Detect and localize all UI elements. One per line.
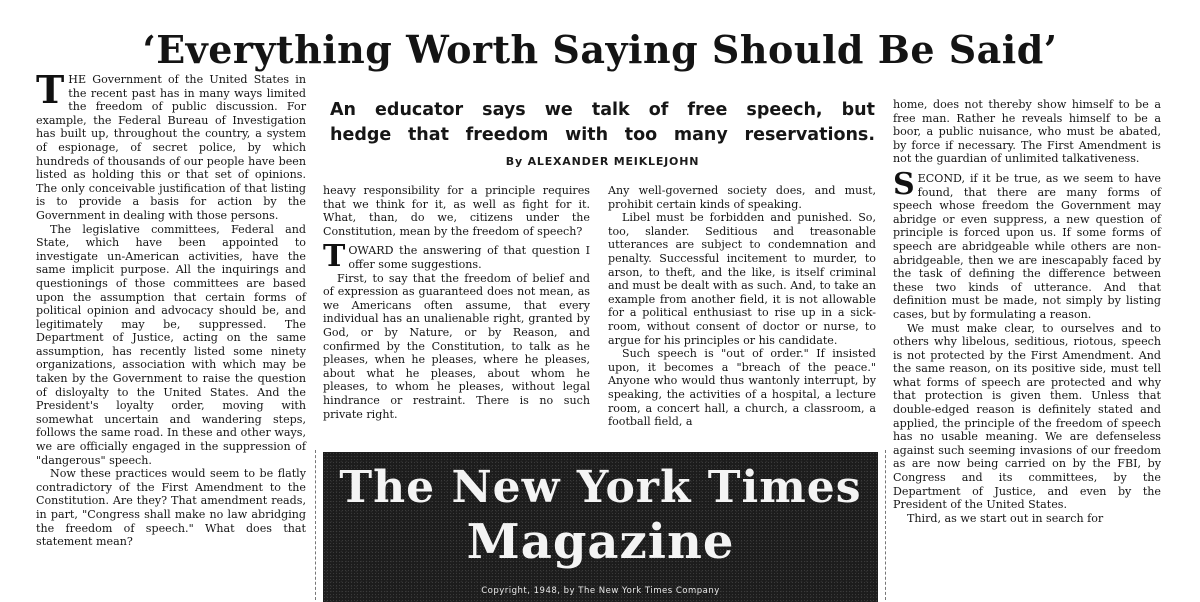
col1-paragraph-3: Now these practices would seem to be flatly contradictory of the First Amendment to the Constitution. Are they? That amendment reads, in part, "Congress shall make no law abridging the freedom of speech." What does that statement mean? — [36, 467, 306, 549]
masthead-subtitle: Magazine — [466, 514, 735, 570]
col4-paragraph-1: SECOND, if it be true, as we seem to have found, that there are many forms of speech whose freedom the Government may abridge or even suppress, a new question of principle is forced upon us. If some forms of speech are abridgeable while others are non-abridgeable, then we are inescapably faced by the task of defining the difference between these two kinds of utterance. And that definition must be made, not simply by listing cases, but by formulating a reason. — [893, 166, 1161, 321]
column-1 — [36, 67, 306, 549]
lead-caps: OWARD — [348, 244, 394, 258]
col4-intro: home, does not thereby show himself to be a free man. Rather he reveals himself to be a boor, a public nuisance, who must be abated, by force if necessary. The First Amendment is not the guardian of unlimited talkativeness. — [893, 98, 1161, 166]
col3-paragraph-3: Such speech is "out of order." If insisted upon, it becomes a "breach of the peace." Anyone who would thus wantonly interrupt, by speaking, the activities of a hospital, a lecture room, a concert hall, a church, a classroom, a football field, a — [608, 347, 876, 429]
dropcap-s: S — [893, 166, 915, 202]
column-divider — [885, 450, 886, 600]
col2-intro: heavy responsibility for a principle requires that we think for it, as well as fight for it. What, than, do we, citizens under the Constitution, mean by the freedom of speech? — [323, 184, 590, 238]
masthead-title: The New York Times — [339, 462, 862, 513]
col4-paragraph-3: Third, as we start out in search for — [907, 511, 1104, 525]
col2-paragraph-1: TOWARD the answering of that question I offer some suggestions. — [323, 239, 590, 275]
article-headline: ‘Everything Worth Saying Should Be Said’ — [142, 27, 1058, 72]
deck-line-1: An educator says we talk of free speech, but — [330, 100, 875, 120]
column-divider — [315, 450, 316, 600]
lead-caps: ECOND, — [917, 171, 966, 185]
article-byline: By ALEXANDER MEIKLEJOHN — [505, 155, 700, 168]
col3-paragraph-1: Any well-governed society does, and must, prohibit certain kinds of speaking. — [608, 184, 876, 211]
masthead-copyright: Copyright, 1948, by The New York Times Company — [481, 586, 720, 596]
dropcap-t: T — [36, 67, 65, 112]
deck-line-2: hedge that freedom with too many reservations. — [330, 125, 875, 145]
col2-paragraph-2: First, to say that the freedom of belief and of expression as guaranteed does not mean, as we Americans often assume, that every individual has an unalienable right, granted by God, or by Nature, or by Reason, and confirmed by the Constitution, to talk as he pleases, when he pleases, where he pleases, about what he pleases, about whom he pleases, to whom he pleases, without legal hindrance or restraint. There is no such private right. — [323, 271, 590, 421]
col4-paragraph-2: We must make clear, to ourselves and to others why libelous, seditious, riotous, speech is not protected by the First Amendment. And the same reason, on its positive side, must tell what forms of speech are protected and why that protection is given them. Unless that double-edged reason is definitely stated and applied, the principle of the freedom of speech has no usable meaning. We are defenseless against such seeming invasions of our freedom as are now being carried on by the FBI, by Congress and its committees, by the Department of Justice, and even by the President of the United States. — [893, 321, 1161, 512]
column-2 — [323, 184, 590, 421]
column-3 — [608, 184, 876, 429]
column-4 — [893, 98, 1161, 525]
lead-caps: HE — [68, 73, 87, 86]
dropcap-t: T — [323, 239, 346, 275]
col1-paragraph-2: The legislative committees, Federal and State, which have been appointed to investigate un-American activities, have the same implicit purpose. All the inquirings and questionings of those committees are based upon the assumption that certain forms of political opinion and advocacy should be, and legitimately may be, suppressed. The Department of Justice, acting on the same assumption, has recently listed some ninety organizations, association with which may be taken by the Government to raise the question of disloyalty to the United States. And the President's loyalty order, moving with somewhat uncertain and wandering steps, follows the same road. In these and other ways, we are officially engaged in the suppression of "dangerous" speech. — [36, 222, 306, 467]
article-deck — [330, 98, 875, 148]
nyt-magazine-masthead — [323, 452, 878, 602]
col1-paragraph-1: THE Government of the United States in the recent past has in many ways limited the freedom of public discussion. For example, the Federal Bureau of Investigation has built up, throughout the country, a system of espionage, of secret police, by which hundreds of thousands of our people have been listed as holding this or that set of opinions. The only conceivable justification of that listing is to provide a basis for action by the Government in dealing with those persons. — [36, 67, 306, 222]
col3-paragraph-2: Libel must be forbidden and punished. So, too, slander. Seditious and treasonable utterances are subject to condemnation and penalty. Successful incitement to murder, to arson, to theft, and the like, is itself criminal and must be dealt with as such. And, to take an example from another field, it is not allowable for a political enthusiast to rise up in a sick-room, without consent of doctor or nurse, to argue for his principles or his candidate. — [608, 211, 876, 347]
